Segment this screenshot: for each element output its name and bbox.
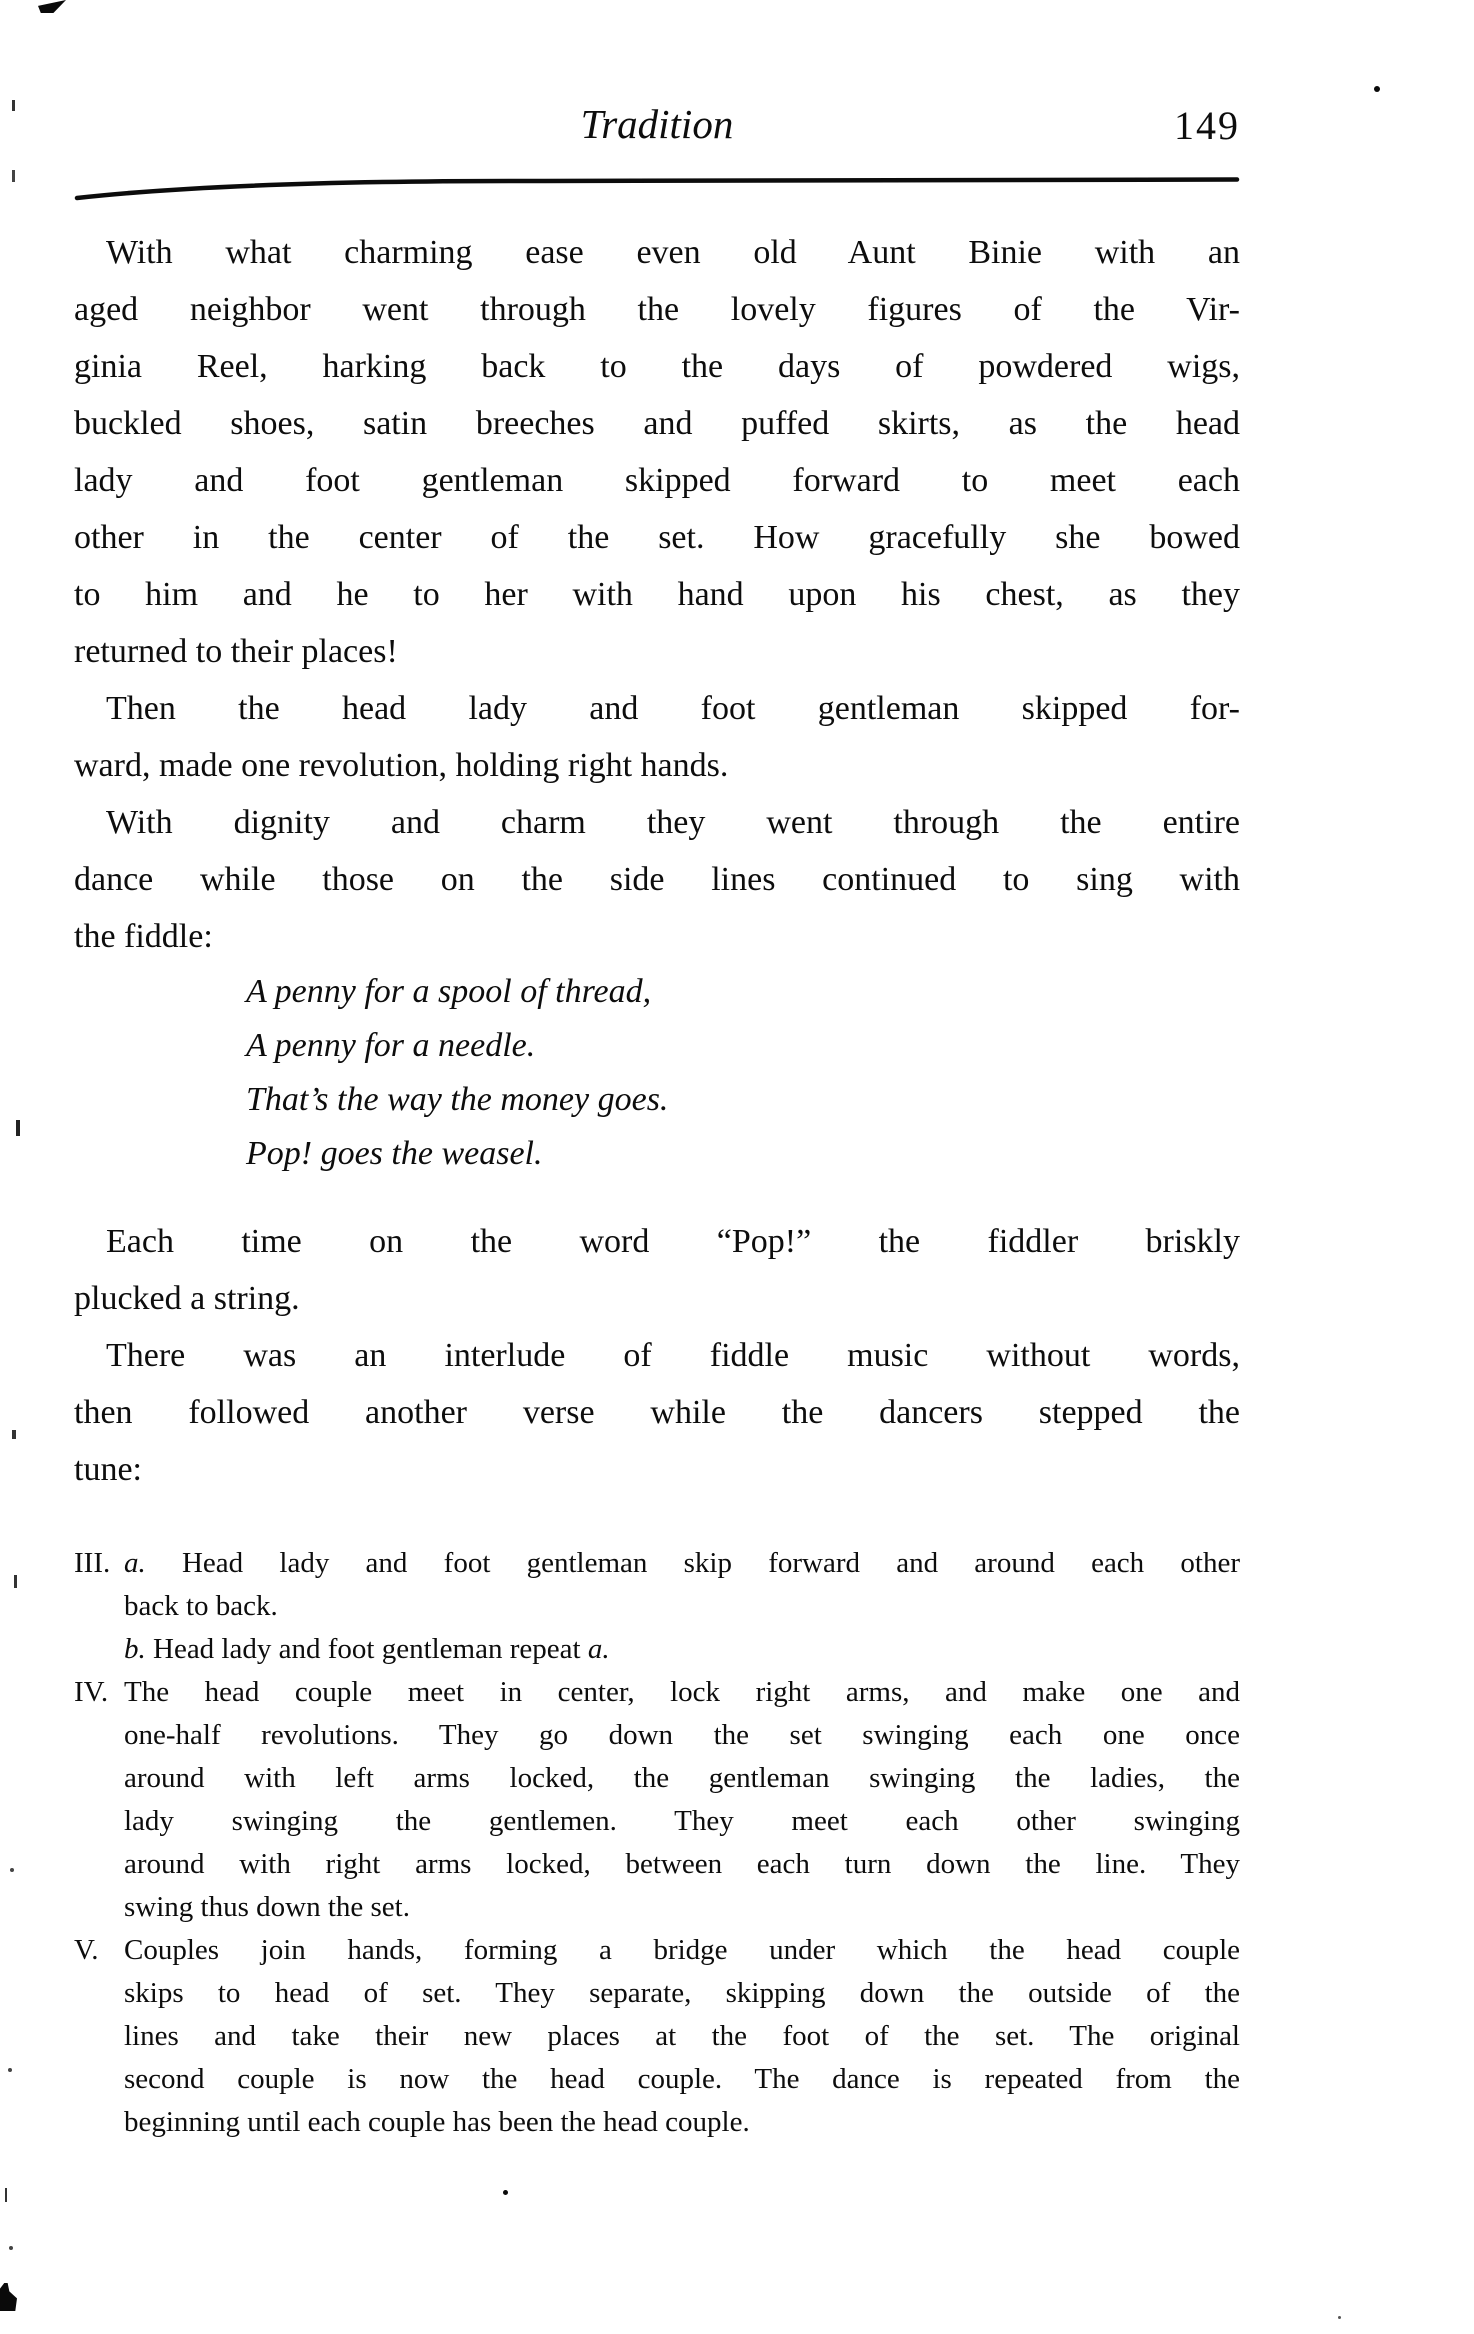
text-line	[74, 680, 1240, 737]
text-line	[124, 1972, 1240, 2015]
text-segment: lines and take their new places at the foot of the set. The original	[124, 2020, 1240, 2052]
text-segment: around with left arms locked, the gentleman swinging the ladies, the	[124, 1762, 1240, 1794]
text-segment: Head lady and foot gentleman repeat	[145, 1633, 588, 1665]
instruction-item	[74, 1671, 1240, 1929]
text-line	[124, 1542, 1240, 1585]
text-line	[124, 1714, 1240, 1757]
text-segment: returned to their places!	[74, 633, 398, 670]
text-line	[74, 338, 1240, 395]
text-line	[74, 509, 1240, 566]
scan-artifact	[503, 2190, 508, 2195]
instruction-roman-numeral: IV.	[74, 1676, 109, 1708]
text-line	[246, 1127, 1240, 1181]
instruction-roman-numeral: III.	[74, 1547, 111, 1579]
text-segment: other in the center of the set. How gracefully she bowed	[74, 519, 1240, 556]
text-segment: That’s the way the money goes.	[246, 1081, 669, 1118]
text-segment: There was an interlude of fiddle music without words,	[106, 1337, 1240, 1374]
text-line	[74, 908, 1240, 965]
text-segment: Each time on the word “Pop!” the fiddler briskly	[106, 1223, 1240, 1260]
text-line	[124, 2015, 1240, 2058]
scan-artifact	[10, 1868, 14, 1872]
instruction-text	[124, 1542, 1240, 1671]
header-rule	[74, 176, 1240, 202]
text-line	[124, 1671, 1240, 1714]
instruction-item	[74, 1929, 1240, 2144]
text-line	[124, 1886, 1240, 1929]
instruction-text	[124, 1671, 1240, 1929]
scan-artifact	[12, 1430, 16, 1439]
text-segment: then followed another verse while the dancers stepped the	[74, 1394, 1240, 1431]
italic-text-segment: b.	[124, 1633, 146, 1665]
scan-artifact	[9, 2246, 13, 2250]
text-line	[74, 566, 1240, 623]
dance-instructions-list	[74, 1542, 1240, 2144]
text-segment: With what charming ease even old Aunt Binie with an	[106, 234, 1240, 271]
text-segment: lady swinging the gentlemen. They meet each other swinging	[124, 1805, 1240, 1837]
text-segment: dance while those on the side lines continued to sing with	[74, 861, 1240, 898]
text-line	[74, 1270, 1240, 1327]
scan-artifact	[14, 1575, 17, 1588]
scan-artifact	[12, 170, 15, 182]
text-segment: With dignity and charm they went through the entire	[106, 804, 1240, 841]
text-segment: one-half revolutions. They go down the set swinging each one once	[124, 1719, 1240, 1751]
text-segment: second couple is now the head couple. The dance is repeated from the	[124, 2063, 1240, 2095]
italic-text-segment: a.	[124, 1547, 146, 1579]
text-line	[74, 395, 1240, 452]
text-line	[124, 1800, 1240, 1843]
text-segment: A penny for a needle.	[246, 1027, 536, 1064]
text-line	[74, 1441, 1240, 1498]
text-line	[74, 794, 1240, 851]
text-segment: Couples join hands, forming a bridge under which the head couple	[124, 1934, 1240, 1966]
text-line	[124, 2101, 1240, 2144]
text-line	[74, 1327, 1240, 1384]
paragraph	[74, 794, 1240, 965]
text-segment: around with right arms locked, between each turn down the line. They	[124, 1848, 1240, 1880]
text-line	[74, 1213, 1240, 1270]
text-segment: Then the head lady and foot gentleman skipped for-	[106, 690, 1240, 727]
text-segment: ginia Reel, harking back to the days of powdered wigs,	[74, 348, 1240, 385]
page-header	[74, 94, 1240, 158]
text-line	[246, 1073, 1240, 1127]
ink-smudge-bottom-left	[0, 2283, 17, 2311]
text-segment: to him and he to her with hand upon his chest, as they	[74, 576, 1240, 613]
text-line	[74, 452, 1240, 509]
text-line	[124, 1628, 1240, 1671]
text-segment: buckled shoes, satin breeches and puffed skirts, as the head	[74, 405, 1240, 442]
text-line	[74, 281, 1240, 338]
scan-artifact	[1338, 2316, 1341, 2319]
text-segment: plucked a string.	[74, 1280, 300, 1317]
text-segment: Pop! goes the weasel.	[246, 1135, 543, 1172]
scan-artifact	[16, 1120, 20, 1136]
text-block	[74, 94, 1240, 2144]
paragraph	[74, 680, 1240, 794]
text-line	[74, 737, 1240, 794]
instruction-roman-numeral: V.	[74, 1934, 99, 1966]
text-line	[124, 1757, 1240, 1800]
running-head-title: Tradition	[580, 101, 734, 147]
text-line	[74, 224, 1240, 281]
text-segment: lady and foot gentleman skipped forward to meet each	[74, 462, 1240, 499]
text-segment: skips to head of set. They separate, skipping down the outside of the	[124, 1977, 1240, 2009]
italic-text-segment: a.	[587, 1633, 610, 1665]
text-line	[246, 1019, 1240, 1073]
text-line	[74, 623, 1240, 680]
text-segment: aged neighbor went through the lovely figures of the Vir-	[74, 291, 1240, 328]
paragraph	[74, 1327, 1240, 1498]
instruction-text	[124, 1929, 1240, 2144]
text-segment: A penny for a spool of thread,	[246, 973, 652, 1010]
text-segment: beginning until each couple has been the head couple.	[124, 2106, 750, 2138]
text-segment: tune:	[74, 1451, 142, 1488]
song-verse	[246, 965, 1240, 1181]
scan-artifact	[1374, 86, 1380, 92]
page-number: 149	[1174, 103, 1240, 148]
text-line	[246, 965, 1240, 1019]
text-line	[74, 851, 1240, 908]
scan-artifact	[12, 100, 15, 111]
instruction-item	[74, 1542, 1240, 1671]
text-segment: swing thus down the set.	[124, 1891, 410, 1923]
text-segment: the fiddle:	[74, 918, 213, 955]
scan-artifact	[5, 2188, 7, 2202]
text-segment: back to back.	[124, 1590, 278, 1622]
text-line	[124, 1843, 1240, 1886]
ink-smudge-top-left	[38, 0, 66, 13]
text-line	[124, 1585, 1240, 1628]
text-line	[124, 1929, 1240, 1972]
text-line	[124, 2058, 1240, 2101]
body-text	[74, 224, 1240, 1498]
scan-artifact	[8, 2068, 12, 2072]
paragraph	[74, 1213, 1240, 1327]
text-line	[74, 1384, 1240, 1441]
text-segment: The head couple meet in center, lock right arms, and make one and	[124, 1676, 1240, 1708]
text-segment: Head lady and foot gentleman skip forward and around each other	[145, 1547, 1240, 1579]
text-segment: ward, made one revolution, holding right hands.	[74, 747, 729, 784]
paragraph	[74, 224, 1240, 680]
